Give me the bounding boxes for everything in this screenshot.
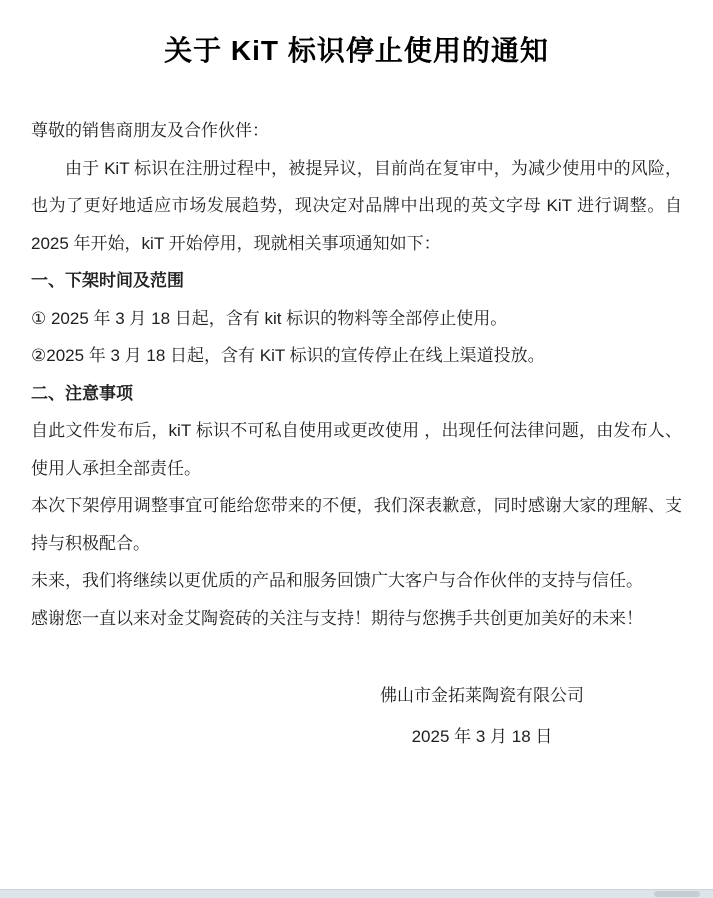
section2-paragraph-3: 未来，我们将继续以更优质的产品和服务回馈广大客户与合作伙伴的支持与信任。 bbox=[31, 571, 643, 590]
section2-paragraph-4: 感谢您一直以来对金艾陶瓷砖的关注与支持！期待与您携手共创更加美好的未来！ bbox=[31, 608, 643, 628]
section1-item-1: ① 2025 年 3 月 18 日起，含有 kit 标识的物料等全部停止使用。 bbox=[31, 308, 508, 328]
section2-paragraph-1: 自此文件发布后，kiT 标识不可私自使用或更改使用 ，出现任何法律问题，由发布人、使用人承担全部责任。 bbox=[31, 421, 682, 478]
document-body bbox=[31, 112, 682, 757]
notice-document bbox=[0, 30, 713, 757]
document-title: 关于 KiT 标识停止使用的通知 bbox=[164, 35, 549, 66]
company-name: 佛山市金拓莱陶瓷有限公司 bbox=[380, 686, 584, 705]
intro-paragraph: 由于 KiT 标识在注册过程中，被提异议，目前尚在复审中，为减少使用中的风险，也为了更好地适应市场发展趋势，现决定对品牌中出现的英文字母 KiT 进行调整。自 2025 年开始，kiT 开始停用，现就相关事项通知如下： bbox=[31, 158, 682, 253]
signature-block bbox=[282, 675, 682, 757]
section2-heading: 二、注意事项 bbox=[31, 383, 133, 403]
signature-date: 2025 年 3 月 18 日 bbox=[411, 727, 553, 746]
section2-paragraph-2: 本次下架停用调整事宜可能给您带来的不便，我们深表歉意，同时感谢大家的理解、支持与积极配合。 bbox=[31, 496, 682, 553]
salutation: 尊敬的销售商朋友及合作伙伴： bbox=[31, 121, 269, 140]
section1-item-2: ②2025 年 3 月 18 日起，含有 KiT 标识的宣传停止在线上渠道投放。 bbox=[31, 346, 545, 365]
section1-heading: 一、下架时间及范围 bbox=[31, 271, 184, 290]
horizontal-scrollbar-thumb[interactable] bbox=[654, 891, 700, 897]
window-bottom-edge bbox=[0, 889, 713, 898]
